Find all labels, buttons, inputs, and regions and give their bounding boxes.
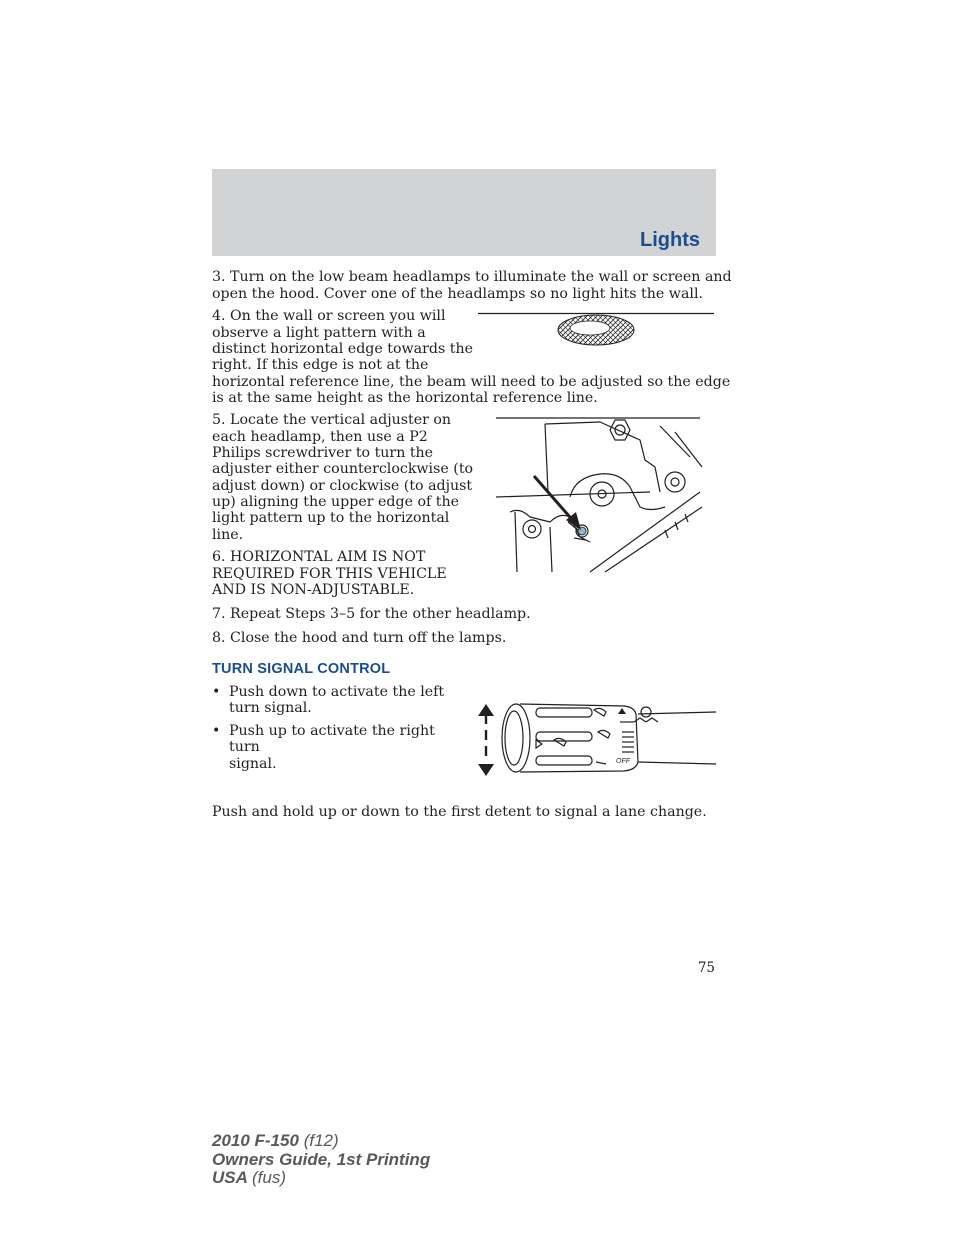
step-6-line-1: 6. HORIZONTAL AIM IS NOT — [212, 549, 426, 565]
headlamp-adjuster-illustration — [490, 412, 710, 577]
step-4-line-2: observe a light pattern with a — [212, 325, 426, 341]
bullet-marker: • — [212, 684, 221, 700]
step-4-line-6: is at the same height as the horizontal reference line. — [212, 390, 598, 406]
step-4-line-3: distinct horizontal edge towards the — [212, 341, 473, 357]
bullet-left-turn-line-1: Push down to activate the left — [229, 684, 445, 700]
bullet-right-turn-line-1: Push up to activate the right turn — [229, 723, 435, 756]
step-5-line-4: adjuster either counterclockwise (to — [212, 461, 474, 477]
step-6-line-3: AND IS NON-ADJUSTABLE. — [212, 582, 415, 598]
footer-line-1 — [212, 1132, 430, 1151]
header-band — [212, 169, 716, 256]
footer-model: 2010 F-150 — [212, 1131, 299, 1150]
footer-guide: Owners Guide, 1st Printing — [212, 1149, 431, 1169]
footer-line-3 — [212, 1169, 430, 1188]
step-5-line-7: light pattern up to the horizontal — [212, 510, 450, 526]
step-4-line-4: right. If this edge is not at the — [212, 357, 429, 373]
step-5-line-8: line. — [212, 527, 244, 543]
section-heading-turn-signal: TURN SIGNAL CONTROL — [212, 661, 391, 677]
step-5-line-6: up) aligning the upper edge of the — [212, 494, 460, 510]
footer-region: USA — [212, 1168, 248, 1187]
lane-change-text: Push and hold up or down to the first detent to signal a lane change. — [212, 804, 707, 820]
bullet-left-turn — [212, 684, 472, 718]
step-5-line-1: 5. Locate the vertical adjuster on — [212, 412, 452, 428]
footer-region-code: (fus) — [252, 1168, 286, 1187]
step-5-line-5: adjust down) or clockwise (to adjust — [212, 478, 473, 494]
page-title: Lights — [640, 229, 700, 251]
bullet-left-turn-line-2: turn signal. — [229, 700, 312, 717]
bullet-right-turn-line-2: signal. — [229, 755, 277, 772]
step-4-line-5: horizontal reference line, the beam will need to be adjusted so the edge — [212, 374, 731, 390]
step-5-line-2: each headlamp, then use a P2 — [212, 429, 428, 445]
bullet-right-turn — [212, 723, 472, 772]
step-8: 8. Close the hood and turn off the lamps. — [212, 630, 507, 646]
beam-pattern-illustration — [478, 310, 716, 352]
turn-signal-stalk-illustration — [474, 700, 716, 780]
page-number: 75 — [697, 960, 715, 976]
step-4-line-1: 4. On the wall or screen you will — [212, 308, 446, 324]
step-3-line-1: 3. Turn on the low beam headlamps to illuminate the wall or screen and — [212, 269, 732, 285]
footer — [212, 1132, 430, 1188]
footer-model-code: (f12) — [303, 1131, 339, 1150]
step-5-line-3: Philips screwdriver to turn the — [212, 445, 434, 461]
bullet-marker: • — [212, 723, 221, 739]
step-6-line-2: REQUIRED FOR THIS VEHICLE — [212, 566, 447, 582]
step-3-line-2: open the hood. Cover one of the headlamps so no light hits the wall. — [212, 286, 703, 302]
stalk-off-label: OFF — [616, 758, 630, 765]
step-7: 7. Repeat Steps 3–5 for the other headlamp. — [212, 606, 531, 622]
